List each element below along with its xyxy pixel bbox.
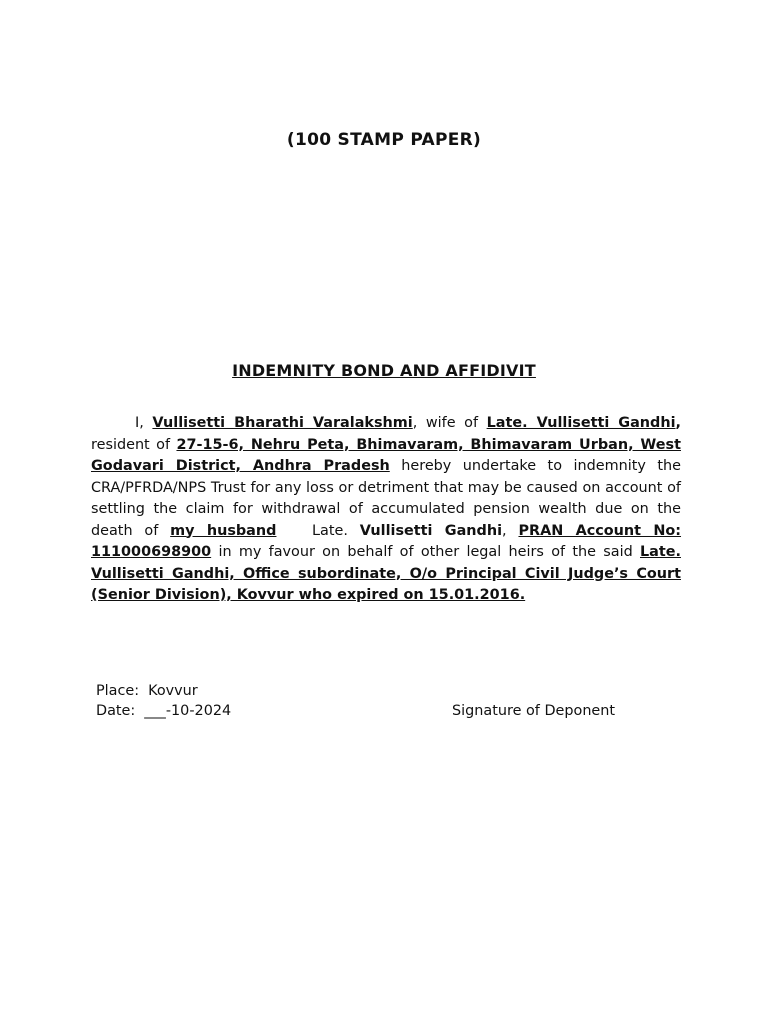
place-label: Place: [96,683,140,699]
place-value: Kovvur [148,683,198,699]
stamp-paper-heading: (100 STAMP PAPER) [286,130,482,150]
body-text-segment: , [675,415,681,431]
body-text-segment: , wife of [412,415,487,431]
relation-text: my husband [170,522,277,539]
deceased-details: Late. Vullisetti Gandhi, Office subordinate, O/o Principal Civil Judge’s Court (Senior Division), Kovvur who expired on 15.01.2016. [91,544,681,603]
body-text-segment: , [502,522,519,539]
date-value: ___-10-2024 [144,703,232,719]
date-label: Date: [96,703,136,719]
body-text-segment: I, [135,415,153,431]
body-text-segment: resident of [91,436,177,453]
date-line [96,703,231,719]
body-text-segment: hereby undertake to indemnity the CRA/PFRDA/NPS Trust for any loss or detriment that may be caused on account of settling the claim for withdrawal of accumulated pension wealth due on the death of [91,458,681,539]
husband-name: Vullisetti Gandhi [359,522,503,539]
place-line [96,683,198,699]
body-text-segment: Late. [276,522,360,539]
document-title: INDEMNITY BOND AND AFFIDIVIT [232,361,536,380]
affidavit-body [91,413,681,607]
deponent-name: Vullisetti Bharathi Varalakshmi [152,415,413,431]
signature-of-deponent: Signature of Deponent [452,703,616,719]
body-text-segment: in my favour on behalf of other legal heirs of the said [211,544,640,560]
pran-account-number: PRAN Account No: 111000698900 [91,522,682,560]
residence-address: 27-15-6, Nehru Peta, Bhimavaram, Bhimavaram Urban, West Godavari District, Andhra Pradesh [91,436,681,474]
late-husband-name: Late. Vullisetti Gandhi [486,415,676,431]
